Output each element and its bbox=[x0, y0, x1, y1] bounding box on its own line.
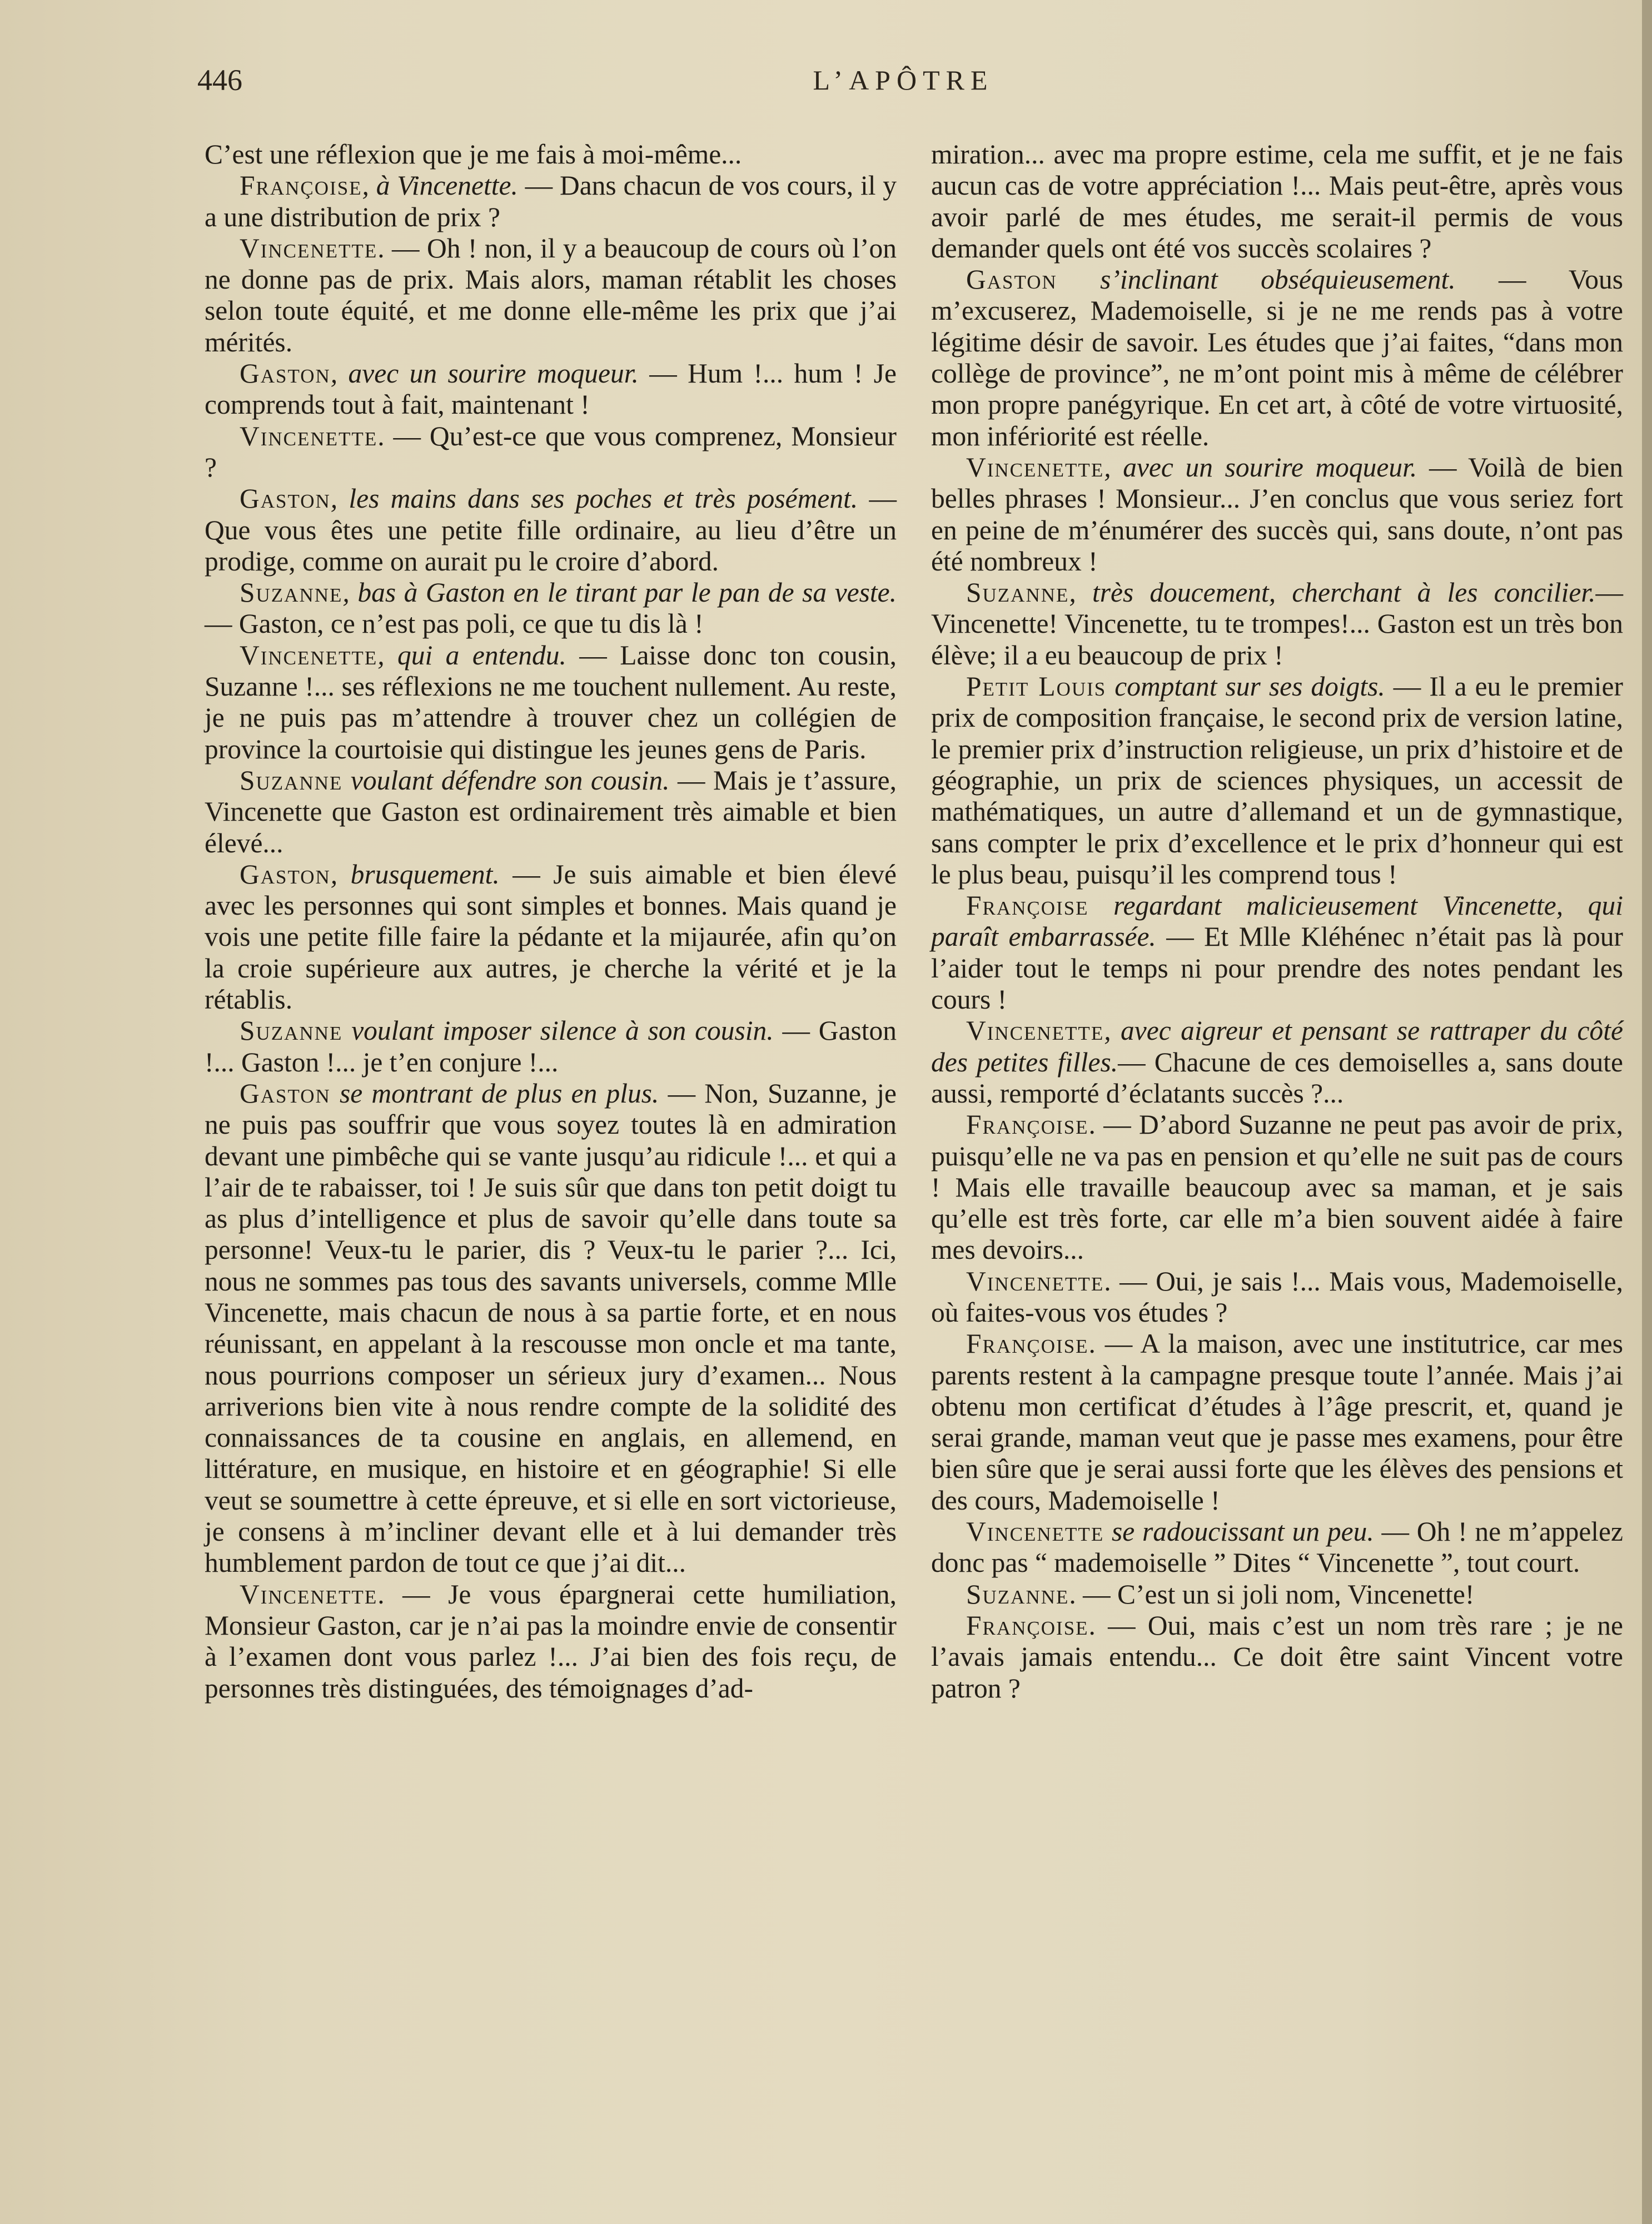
speaker-name: Françoise bbox=[966, 1328, 1089, 1359]
stage-direction: , très doucement, cherchant à les concilier. bbox=[1069, 577, 1596, 608]
speaker-name: Gaston bbox=[240, 358, 331, 389]
dialogue-text: — Oh ! ne m’appelez donc pas “ mademoiselle ” Dites “ Vincenette ”, tout court. bbox=[931, 1516, 1623, 1578]
speaker-name: Françoise bbox=[966, 1109, 1089, 1140]
dialogue-paragraph bbox=[931, 577, 1623, 671]
dialogue-paragraph bbox=[931, 1015, 1623, 1109]
speaker-name: Vincenette bbox=[240, 1578, 378, 1610]
dialogue-paragraph bbox=[205, 483, 897, 577]
page-header bbox=[197, 62, 1587, 107]
stage-direction: s’inclinant obséquieusement. bbox=[1057, 264, 1456, 295]
speaker-name: Gaston bbox=[240, 483, 331, 514]
dialogue-paragraph bbox=[205, 1078, 897, 1579]
dialogue-text: — Il a eu le premier prix de composition française, le second prix de version latine, le premier prix d’instruction religieuse, un prix d’histoire et de géographie, un prix de sciences physiques, un accessit de mathématiques, un autre d’allemand et un de gymnastique, sans compter le prix d’excellence et le prix d’honneur qui est le plus beau, puisqu’il les comprend tous ! bbox=[931, 671, 1623, 890]
speaker-name: Vincenette bbox=[240, 232, 378, 264]
speaker-name: Françoise bbox=[966, 1610, 1089, 1641]
dialogue-paragraph bbox=[931, 452, 1623, 577]
stage-direction: , avec un sourire moqueur. bbox=[330, 358, 639, 389]
dialogue-paragraph bbox=[931, 1516, 1623, 1579]
dialogue-text: . — C’est un si joli nom, Vincenette! bbox=[1069, 1578, 1475, 1610]
dialogue-text: . — D’abord Suzanne ne peut pas avoir de prix, puisqu’elle ne va pas en pension et qu’elle ne suit pas de cours ! Mais elle travaille beaucoup avec sa maman, et je sais qu’elle est très forte, car elle m’a bien souvent aidée à faire mes devoirs... bbox=[931, 1109, 1623, 1265]
speaker-name: Vincenette bbox=[966, 451, 1104, 483]
dialogue-paragraph bbox=[205, 640, 897, 765]
speaker-name: Suzanne bbox=[240, 765, 343, 796]
dialogue-text: — Gaston, ce n’est pas poli, ce que tu dis là ! bbox=[205, 608, 704, 639]
dialogue-paragraph bbox=[931, 264, 1623, 452]
dialogue-text: — Non, Suzanne, je ne puis pas souffrir que vous soyez toutes là en admiration devant une pimbêche qui se vante jusqu’au ridicule !... et qui a l’air de te rabaisser, toi ! Je suis sûr que dans ton petit doigt tu as plus d’intelligence et plus de savoir qu’elle dans toute sa personne! Veux-tu le parier, dis ? Veux-tu le parier ?... Ici, nous ne sommes pas tous des savants universels, comme Mlle Vincenette, mais chacun de nous à sa partie forte, et en nous réunissant, en appelant à la rescousse mon oncle et ma tante, nous pourrions composer un sérieux jury d’examen... Nous arriverions bien vite à nous rendre compte de la solidité des connaissances de ta cousine en anglais, en allemend, en littérature, en musique, en histoire et en géographie! Si elle veut se soumettre à cette épreuve, et si elle en sort victorieuse, je consens à m’incliner devant elle et à lui demander très humblement pardon de tout ce que j’ai dit... bbox=[205, 1078, 897, 1578]
stage-direction: , brusquement. bbox=[330, 858, 500, 890]
speaker-name: Gaston bbox=[966, 264, 1057, 295]
running-title: L’APÔTRE bbox=[813, 64, 994, 96]
page-number: 446 bbox=[197, 63, 242, 97]
dialogue-paragraph bbox=[205, 421, 897, 484]
stage-direction: regardant malicieusement Vincenette, qui paraît embarrassée. bbox=[931, 890, 1623, 952]
stage-direction: , bas à Gaston en le tirant par le pan de sa veste. bbox=[342, 577, 897, 608]
speaker-name: Vincenette bbox=[966, 1516, 1104, 1547]
speaker-name: Françoise bbox=[966, 890, 1089, 921]
dialogue-text: . — Oh ! non, il y a beaucoup de cours où l’on ne donne pas de prix. Mais alors, maman rétablit les choses selon toute équité, et me donne elle-même les prix que j’ai mérités. bbox=[205, 232, 897, 358]
speaker-name: Suzanne bbox=[240, 577, 343, 608]
speaker-name: Suzanne bbox=[240, 1015, 343, 1046]
speaker-name: Vincenette bbox=[240, 639, 378, 671]
speaker-name: Suzanne bbox=[966, 577, 1069, 608]
dialogue-paragraph bbox=[931, 1610, 1623, 1704]
dialogue-paragraph bbox=[931, 139, 1623, 264]
speaker-name: Vincenette bbox=[966, 1015, 1104, 1046]
speaker-name: Suzanne bbox=[966, 1578, 1069, 1610]
dialogue-paragraph bbox=[931, 1109, 1623, 1265]
dialogue-text: — Laisse donc ton cousin, Suzanne !... ses réflexions ne me touchent nullement. Au reste, je ne puis pas m’attendre à trouver chez un collégien de province la courtoisie qui distingue les jeunes gens de Paris. bbox=[205, 639, 897, 765]
dialogue-paragraph bbox=[205, 1579, 897, 1704]
stage-direction: comptant sur ses doigts. bbox=[1106, 671, 1385, 702]
dialogue-paragraph bbox=[205, 358, 897, 421]
dialogue-paragraph bbox=[205, 765, 897, 859]
dialogue-paragraph bbox=[931, 890, 1623, 1015]
stage-direction: se radoucissant un peu. bbox=[1104, 1516, 1374, 1547]
left-text-column bbox=[205, 139, 897, 1704]
dialogue-text: — Vous m’excuserez, Mademoiselle, si je ne me rends pas à votre légitime désir de savoir. Les études que j’ai faites, “dans mon collège de province”, ne m’ont point mis à même de célébrer mon propre panégyrique. En cet art, à côté de votre virtuosité, mon infériorité est réelle. bbox=[931, 264, 1623, 451]
speaker-name: Vincenette bbox=[240, 420, 378, 451]
dialogue-text: — Voilà de bien belles phrases ! Monsieur... J’en conclus que vous seriez fort en peine de m’énumérer des succès qui, sans doute, n’ont pas été nombreux ! bbox=[931, 451, 1623, 577]
dialogue-text: . — Je vous épargnerai cette humiliation, Monsieur Gaston, car je n’ai pas la moindre envie de consentir à l’examen dont vous parlez !... J’ai bien des fois reçu, de personnes très distinguées, des témoignages d’ad- bbox=[205, 1578, 897, 1704]
dialogue-paragraph bbox=[931, 1328, 1623, 1516]
dialogue-text: — Vincenette! Vincenette, tu te trompes!... Gaston est un très bon élève; il a eu beaucoup de prix ! bbox=[931, 577, 1623, 671]
speaker-name: Gaston bbox=[240, 1078, 331, 1109]
speaker-name: Gaston bbox=[240, 858, 331, 890]
dialogue-text: . — Oui, je sais !... Mais vous, Mademoiselle, où faites-vous vos études ? bbox=[931, 1265, 1623, 1328]
stage-direction: voulant défendre son cousin. bbox=[342, 765, 670, 796]
speaker-name: Françoise bbox=[240, 170, 362, 201]
dialogue-paragraph bbox=[205, 170, 897, 233]
stage-direction: , avec aigreur et pensant se rattraper du côté des petites filles. bbox=[931, 1015, 1623, 1078]
stage-direction: voulant imposer silence à son cousin. bbox=[342, 1015, 774, 1046]
dialogue-text: . — Qu’est-ce que vous comprenez, Monsieur ? bbox=[205, 420, 897, 483]
stage-direction: se montrant de plus en plus. bbox=[330, 1078, 659, 1109]
stage-direction: , les mains dans ses poches et très posément. bbox=[330, 483, 858, 514]
stage-direction: , avec un sourire moqueur. bbox=[1104, 451, 1417, 483]
dialogue-text: — Mais je t’assure, Vincenette que Gaston est ordinairement très aimable et bien élevé... bbox=[205, 765, 897, 858]
dialogue-paragraph bbox=[205, 1015, 897, 1078]
dialogue-text: C’est une réflexion que je me fais à moi-même... bbox=[205, 139, 742, 170]
dialogue-paragraph bbox=[931, 671, 1623, 890]
dialogue-paragraph bbox=[205, 577, 897, 640]
dialogue-text: — Que vous êtes une petite fille ordinaire, au lieu d’être un prodige, comme on aurait pu le croire d’abord. bbox=[205, 483, 897, 577]
stage-direction: , qui a entendu. bbox=[377, 639, 566, 671]
dialogue-text: . — A la maison, avec une institutrice, car mes parents restent à la campagne presque toute l’année. Mais j’ai obtenu mon certificat d’études à l’âge prescrit, et, quand je serai grande, maman veut que je passe mes examens, pour être bien sûre que je serai aussi forte que les élèves des pensions et des cours, Mademoiselle ! bbox=[931, 1328, 1623, 1516]
dialogue-text: miration... avec ma propre estime, cela me suffit, et je ne fais aucun cas de votre appréciation !... Mais peut-être, après vous avoir parlé de mes études, me serait-il permis de vous demander quels ont été vos succès scolaires ? bbox=[931, 139, 1623, 264]
dialogue-text: — Chacune de ces demoiselles a, sans doute aussi, remporté d’éclatants succès ?... bbox=[931, 1046, 1623, 1109]
stage-direction: , à Vincenette. bbox=[362, 170, 518, 201]
dialogue-paragraph bbox=[931, 1266, 1623, 1329]
dialogue-paragraph bbox=[205, 859, 897, 1015]
dialogue-paragraph bbox=[205, 233, 897, 358]
dialogue-text: — Je suis aimable et bien élevé avec les personnes qui sont simples et bonnes. Mais quand je vois une petite fille faire la pédante et la mijaurée, afin qu’on la croie supérieure aux autres, je cherche la vérité et je la rétablis. bbox=[205, 858, 897, 1015]
speaker-name: Vincenette bbox=[966, 1265, 1104, 1297]
dialogue-paragraph bbox=[205, 139, 897, 170]
dialogue-text: — Et Mlle Kléhénec n’était pas là pour l’aider tout le temps ni pour prendre des notes pendant les cours ! bbox=[931, 921, 1624, 1015]
speaker-name: Petit Louis bbox=[966, 671, 1107, 702]
dialogue-text: . — Oui, mais c’est un nom très rare ; je ne l’avais jamais entendu... Ce doit être saint Vincent votre patron ? bbox=[931, 1610, 1623, 1704]
right-text-column bbox=[931, 139, 1623, 1704]
dialogue-text: — Gaston !... Gaston !... je t’en conjure !... bbox=[205, 1015, 897, 1078]
dialogue-paragraph bbox=[931, 1579, 1623, 1610]
dialogue-text: — Dans chacun de vos cours, il y a une distribution de prix ? bbox=[205, 170, 897, 232]
dialogue-text: — Hum !... hum ! Je comprends tout à fait, maintenant ! bbox=[205, 358, 897, 420]
page-edge bbox=[1642, 0, 1652, 2224]
